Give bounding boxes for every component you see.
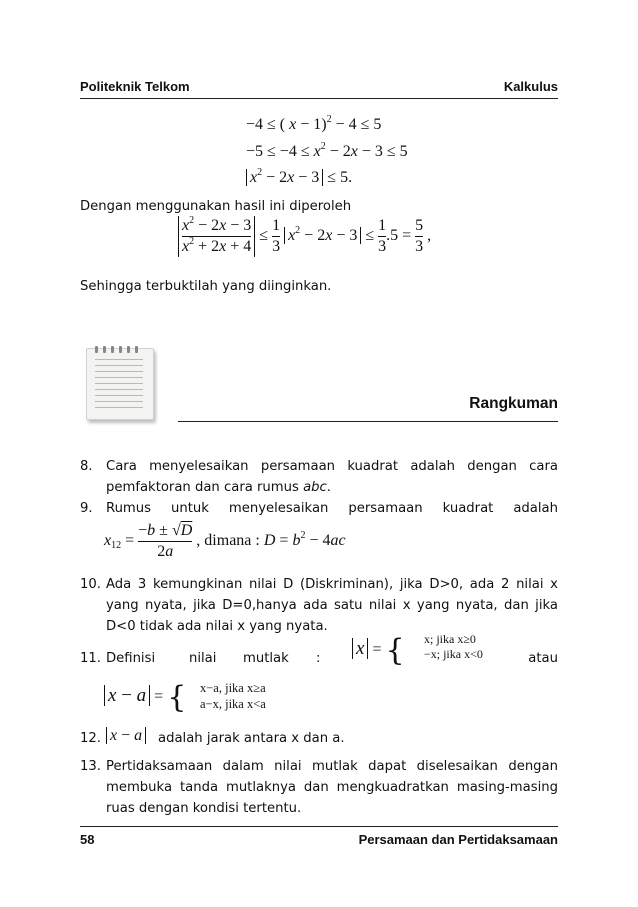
item-10-line-2: yang nyata, jika D=0,hanya ada satu nilai x yang nyata, dan jika bbox=[106, 598, 558, 613]
inequality-line-3: $x^2 - 2x - 3 \le 5$. bbox=[246, 169, 352, 187]
item-11-word-1: Definisi bbox=[106, 651, 156, 666]
item-11-word-3: mutlak bbox=[243, 651, 289, 666]
item-8-number: 8. bbox=[80, 459, 93, 474]
item-13-number: 13. bbox=[80, 759, 101, 774]
footer-page-number: 58 bbox=[80, 832, 95, 847]
abs-distance-definition: x − a = { bbox=[104, 680, 186, 715]
item-11-tail: atau bbox=[528, 651, 558, 666]
inequality-line-1: −4 ≤ ( x − 1)$^2$ − 4 ≤ 5 bbox=[246, 114, 382, 133]
summary-title: Rangkuman bbox=[469, 395, 558, 412]
item-10-number: 10. bbox=[80, 577, 101, 592]
item-13-line-3: ruas dengan kondisi tertentu. bbox=[106, 801, 302, 816]
summary-rule bbox=[178, 421, 558, 422]
item-11-colon: : bbox=[316, 651, 321, 666]
intro-text: Dengan menggunakan hasil ini diperoleh bbox=[80, 199, 352, 214]
formula-where: dimana : bbox=[204, 532, 260, 550]
item-8-line-1: Cara menyelesaikan persamaan kuadrat adalah dengan cara bbox=[106, 459, 558, 474]
conclusion-text: Sehingga terbuktilah yang diinginkan. bbox=[80, 279, 332, 294]
item-12-math: x − a bbox=[106, 727, 146, 745]
item-11-word-2: nilai bbox=[189, 651, 217, 666]
item-10-line-3: D<0 tidak ada nilai x yang nyata. bbox=[106, 619, 328, 634]
inequality-line-2: $-5 \le -4 \le x^2 - 2x - 3 \le 5$ bbox=[246, 141, 408, 160]
notebook-icon bbox=[86, 348, 154, 420]
header-right: Kalkulus bbox=[503, 79, 558, 94]
header-left: Politeknik Telkom bbox=[80, 79, 190, 94]
abs-cases: x; jika x≥0 −x; jika x<0 bbox=[424, 632, 483, 661]
item-12-number: 12. bbox=[80, 731, 101, 746]
fraction-inequality: $\frac{x^2 - 2x - 3}{x^2 + 2x + 4}$ ≤ $\frac{1}{3}$ $x^2 - 2x - 3$ ≤ $\frac{1}{3}$ .5 = $\frac{5}{3}$ , bbox=[178, 216, 431, 257]
item-12-text: adalah jarak antara x dan a. bbox=[158, 731, 345, 746]
abs-definition: x = { bbox=[352, 633, 405, 668]
item-13-line-1: Pertidaksamaan dalam nilai mutlak dapat diselesaikan dengan bbox=[106, 759, 558, 774]
item-9-text: Rumus untuk menyelesaikan persamaan kuadrat adalah bbox=[106, 501, 558, 516]
footer-rule bbox=[80, 826, 558, 827]
item-10-line-1: Ada 3 kemungkinan nilai D (Diskriminan), jika D>0, ada 2 nilai x bbox=[106, 577, 558, 592]
item-11-number: 11. bbox=[80, 651, 101, 666]
abs-distance-cases: x−a, jika x≥a a−x, jika x<a bbox=[200, 681, 266, 711]
item-13-line-2: membuka tanda mutlaknya dan mengkuadratkan masing-masing bbox=[106, 780, 558, 795]
quadratic-formula: $x_{12}$ = $\frac{-b \pm √D}{2a}$ , dimana : $D = b^2 - 4ac$ bbox=[104, 522, 346, 560]
item-9-number: 9. bbox=[80, 501, 93, 516]
footer-chapter: Persamaan dan Pertidaksamaan bbox=[358, 832, 558, 847]
item-8-line-2: pemfaktoran dan cara rumus abc. bbox=[106, 480, 331, 495]
header-rule bbox=[80, 98, 558, 99]
